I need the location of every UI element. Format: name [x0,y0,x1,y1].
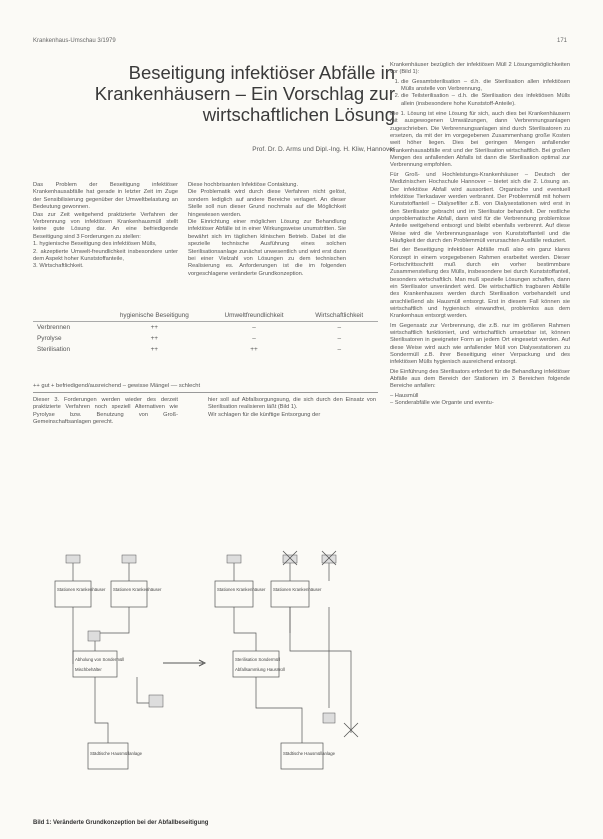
table-cell: – [252,335,256,342]
table-cell: Pyrolyse [37,335,62,342]
table-header-cell: Wirtschaftlichkeit [315,312,364,319]
table-cell: ++ [101,322,208,334]
figure-caption: Bild 1: Veränderte Grundkonzeption bei der Abfallbeseitigung [33,820,209,826]
diagram-label: Stationen Krankenhäuser [273,587,322,592]
diagram-label: Städtische Hausmüllanlage [283,751,336,756]
list-item: – Hausmüll [390,392,419,399]
table-header-row [33,310,378,322]
options-list [390,79,570,108]
table-header-cell: hygienische Beseitigung [119,312,189,319]
waste-disposal-diagram [33,533,378,818]
table-cell: ++ [150,346,159,353]
waste-category-list [390,393,570,408]
diagram-label: Stationen Krankenhäuser [217,587,266,592]
table-legend: ++ gut + befriedigend/ausreichend – gewisse Mängel –– schlecht [33,383,201,389]
paragraph: Die Einführung des Sterilisators erfordert für die Behandlung infektiöser Abfälle aus dem Bereich der Stationen im 3 Bereichen folgende Bereiche anfallen: [390,368,570,390]
table-cell: ++ [150,335,159,342]
page-number: 171 [556,38,567,44]
right-column [390,62,570,407]
table-row [33,333,378,344]
body-lower-1: Dieser 3. Forderungen werden wieder des derzeit praktizierte Verfahren noch speziell Alternativen wie Pyrolyse bzw. Benutzung von Groß-Gemeinschaftsanlagen gerecht. [33,397,178,426]
evaluation-table [33,310,378,355]
diagram-label: Städtische Hausmüllanlage [90,751,143,756]
diagram-label: Abholung von Sondermüll [75,657,125,662]
table-row [33,344,378,355]
paragraph: Krankenhäuser bezüglich der infektiösen Müll 2 Lösungsmöglichkeiten vor (Bild 1): [390,62,570,76]
list-item: 2. die Teilsterilisation – d.h. die Sterilisation des infektiösen Mülls allein (insbesondere hohe Kunststoff-Anteile). [401,93,570,108]
body-lower-2: hier soll auf Abfallsorgungsung, die sich durch den Einsatz von Sterilisation realisieren läßt (Bild 1). Wir schlagen für die künftige Entsorgung der [208,397,376,418]
diagram-label: Stationen Krankenhäuser [57,587,106,592]
paragraph: Für Groß- und Hochleistungs-Krankenhäuser – Deutsch der Medizinischen Hochschule Hannover – bietet sich die 2. Lösung an. Der infektiöse Abfall wird aussortiert. Organische und eventuell infektiöse Tierkadaver werden verbrannt. Der Problemmüll mit hohem Kunststoffanteil – Dialysefilter z.B. von Dialysestationen wird erst in den Sterilisator gebracht und im Sterilisator behandelt. Der restliche unproblematische Abfall, dann wird für die Verbrennung problemlose Anteile weitgehend entsorgt und bleibt ebenfalls verbrennt. Auf diese Weise wird die Verbrennungsanlage von Kunststoffanteil und die Häufigkeit der durch den Problemmüll verursachten Ausfälle reduziert. [390,171,570,244]
diagram-label: Stationen Krankenhäuser [113,587,162,592]
body-column-2: Diese hochbrisanten Infektiöse Contaktung. Die Problematik wird durch diese Verfahren nicht gelöst, sondern lediglich auf andere Bereiche verlagert. An dieser Stelle soll nun dieser Grund nochmals auf die Möglichkeit hingewiesen werden. Die Einrichtung einer möglichen Lösung zur Behandlung infektiöser Abfälle ist in einer Wirkungsweise unumstritten. Sie bewährt sich im täglichen klinischen Betrieb. Dabei ist die spezielle technische Ausführung eines solchen Sterilisationsanlage zunächst unwesentlich und wird erst dann bei einer Vielzahl von Lösungen zu dem technischen Realisierung es. Anforderungen ist die im folgenden vorgeschlagene veränderte Grundkonzeption. [188,182,346,277]
diagram-label: Mischbehälter [75,667,102,672]
paragraph: Bei der Beseitigung infektiöser Abfälle muß also ein ganz klares Konzept in einem vorgegebenen Rahmen erarbeitet werden. Dieser Fortschrittsschritt muß durch ein vorher bestimmbare Zusammenstellung des Mülls, insbesondere bei durch Kunststoffanteil, besonders wirtschaftlich. Man muß spezielle Lösungen schaffen, dann ein Sterilisator unverändert wird. Die wirtschaftlich tragbaren Abfälle des Krankenhauses werden durch Sterilisation vorbehandelt und anschließend als Hausmüll entsorgt. Erst in diesem Fall können sie wirtschaftlich und hygienisch einwandfrei, problemlos aus dem Krankenhaus entsorgt werden. [390,247,570,320]
table-cell: – [208,322,301,334]
table-header-cell: Umweltfreundlichkeit [224,312,284,319]
diagram-label: Sterilisation Sondermüll [235,657,281,662]
table-cell: – [337,346,341,353]
table-cell: ++ [250,346,258,353]
list-item: 1. die Gesamtsterilisation – d.h. die Sterilisation allen infektiösen Mülls anstelle von Verbrennung, [401,79,570,94]
paragraph: Die 1. Lösung ist eine Lösung für sich, auch dies bei Krankenhäusern mit ausgewogenen Umwälzungen, dann Verbrennungsanlagen zugeschrieben. Die Verbrennungsanlagen sind durch Sterilisatoren zu ersetzen, da mit der im vorgegebenen Zusammenhang große Kosten weit höher liegen. Dies bei geringen Mengen anfallender Krankenhausabfälle erst und der Sterilisation wirtschaftlich. Bei großen Mengen des anfallenden Abfalls ist dann die Sterilisation optimal zur Verbrennung empfohlen. [390,111,570,169]
journal-header: Krankenhaus-Umschau 3/1979 [33,38,116,44]
divider [33,392,378,393]
diagram-label: Abfallsammlung Hausmüll [235,667,285,672]
table-cell: Verbrennen [33,322,101,334]
list-item: – Sonderabfälle wie Organte und eventu- [390,400,494,407]
table-cell: Sterilisation [37,346,71,353]
body-column-1: Das Problem der Beseitigung infektiöser Krankenhausabfälle hat gerade in letzter Zeit im Zuge der Sensibilisierung gegenüber der Umweltbelastung an Bedeutung gewonnen. Das zur Zeit weitgehend praktizierte Verfahren der Verbrennung von infektiösen Krankenhausmüll stellt keine gute Lösung dar. An eine befriedigende Beseitigung sind 3 Forderungen zu stellen: 1. hygienische Beseitigung des infektiösen Mülls, 2. akzeptierte Umwelt-freundlichkeit insbesondere unter dem Aspekt hoher Kunststoffanteile, 3. Wirtschaftlichkeit. [33,182,178,270]
article-title: Beseitigung infektiöser Abfälle in Krankenhäusern – Ein Vorschlag zur wirtschaftlichen Lösung [94,62,395,125]
table-cell: – [337,335,341,342]
table-row [33,322,378,334]
table-header-cell [33,310,101,322]
table-cell: – [300,322,378,334]
authors: Prof. Dr. D. Arms und Dipl.-Ing. H. Kliw, Hannover [252,146,395,153]
paragraph: Im Gegensatz zur Verbrennung, die z.B. nur im größeren Rahmen wirtschaftlich funktioniert, und wirtschaftlich umsetzbar ist, können Sterilisatoren in geeigneter Form an jedem Ort eingesetzt werden. Auf diese Weise wird auch wie anfallender Müll von Dialysestationen zu Sondermüll z.B. ihrer Beseitigung einer Verpackung und des infektiösen Mülls hygienisch ausreichend entsorgt. [390,322,570,366]
